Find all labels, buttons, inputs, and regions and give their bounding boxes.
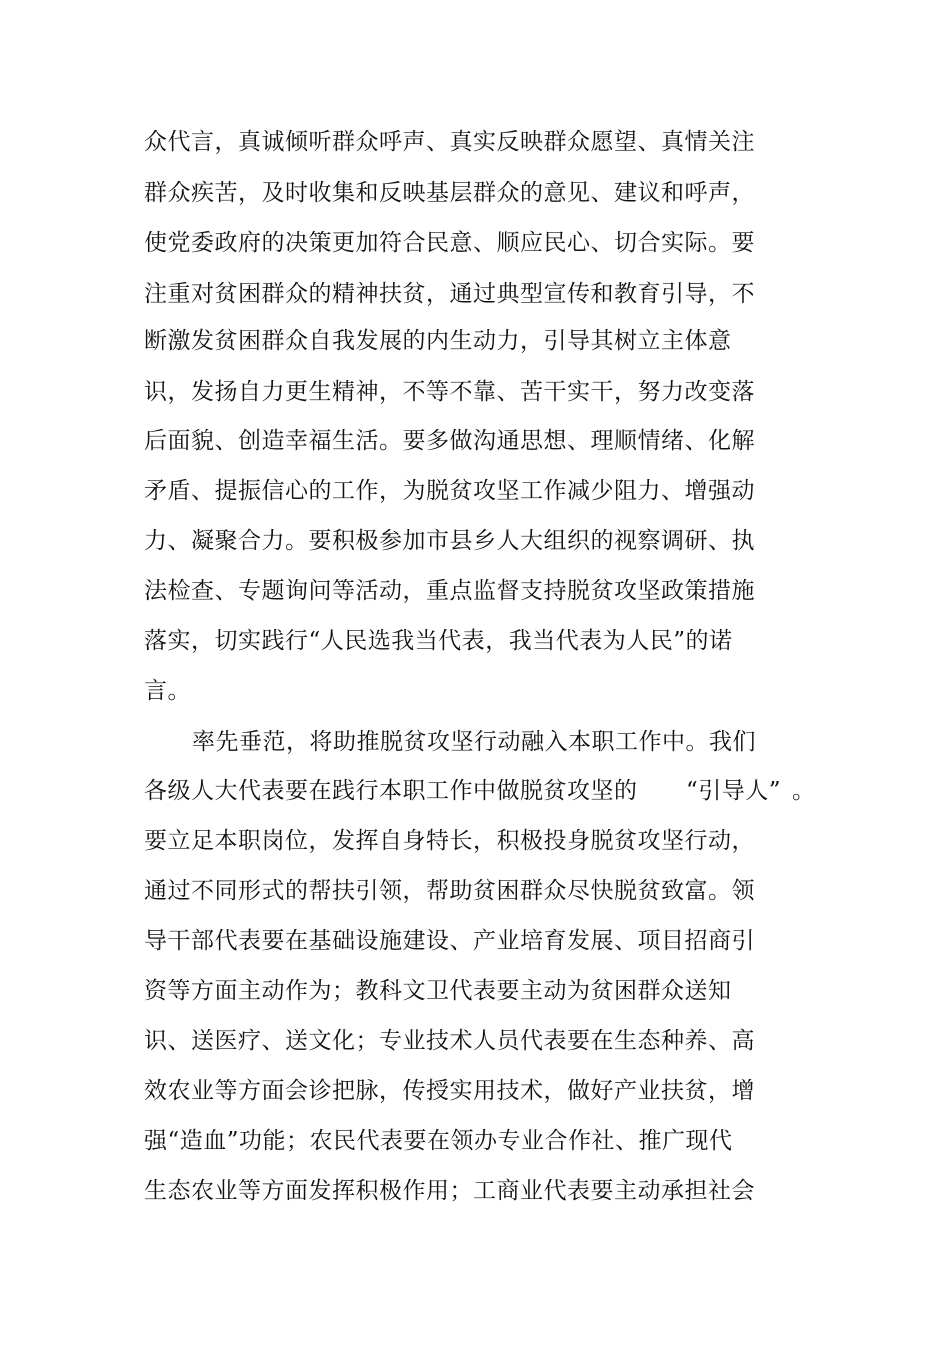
sentence-end-mark: 。: [792, 778, 816, 804]
paragraph-line: 导干部代表要在基础设施建设、产业培育发展、项目招商引: [144, 928, 755, 954]
paragraph-line: 识、送医疗、送文化；专业技术人员代表要在生态种养、高: [144, 1028, 755, 1054]
quoted-term: “引导人”: [686, 778, 782, 804]
paragraph-line: 各级人大代表要在践行本职工作中做脱贫攻坚的: [144, 778, 638, 804]
paragraph-line: 群众疾苦，及时收集和反映基层群众的意见、建议和呼声，: [144, 180, 755, 206]
paragraph-line: 生态农业等方面发挥积极作用；工商业代表要主动承担社会: [144, 1178, 755, 1204]
paragraph-line: 资等方面主动作为；教科文卫代表要主动为贫困群众送知: [144, 978, 732, 1004]
paragraph-line: 落实，切实践行“人民选我当代表，我当代表为人民”的诺: [144, 628, 733, 654]
paragraph-line: 使党委政府的决策更加符合民意、顺应民心、切合实际。要: [144, 230, 755, 256]
paragraph-first-line: 率先垂范，将助推脱贫攻坚行动融入本职工作中。我们: [192, 729, 756, 755]
paragraph-line: 注重对贫困群众的精神扶贫，通过典型宣传和教育引导，不: [144, 281, 755, 307]
paragraph-line: 矛盾、提振信心的工作，为脱贫攻坚工作减少阻力、增强动: [144, 478, 755, 504]
paragraph-line: 众代言，真诚倾听群众呼声、真实反映群众愿望、真情关注: [144, 129, 755, 155]
paragraph-line: 强“造血”功能；农民代表要在领办专业合作社、推广现代: [144, 1128, 733, 1154]
paragraph-line: 后面貌、创造幸福生活。要多做沟通思想、理顺情绪、化解: [144, 428, 755, 454]
paragraph-line: 法检查、专题询问等活动，重点监督支持脱贫攻坚政策措施: [144, 578, 755, 604]
paragraph-line: 断激发贫困群众自我发展的内生动力，引导其树立主体意: [144, 328, 732, 354]
paragraph-line: 识，发扬自力更生精神，不等不靠、苦干实干，努力改变落: [144, 379, 755, 405]
paragraph-line: 力、凝聚合力。要积极参加市县乡人大组织的视察调研、执: [144, 528, 755, 554]
paragraph-line: 效农业等方面会诊把脉，传授实用技术，做好产业扶贫，增: [144, 1078, 755, 1104]
paragraph-line: 通过不同形式的帮扶引领，帮助贫困群众尽快脱贫致富。领: [144, 878, 755, 904]
paragraph-line: 言。: [144, 678, 191, 704]
paragraph-line: 要立足本职岗位，发挥自身特长，积极投身脱贫攻坚行动，: [144, 828, 755, 854]
